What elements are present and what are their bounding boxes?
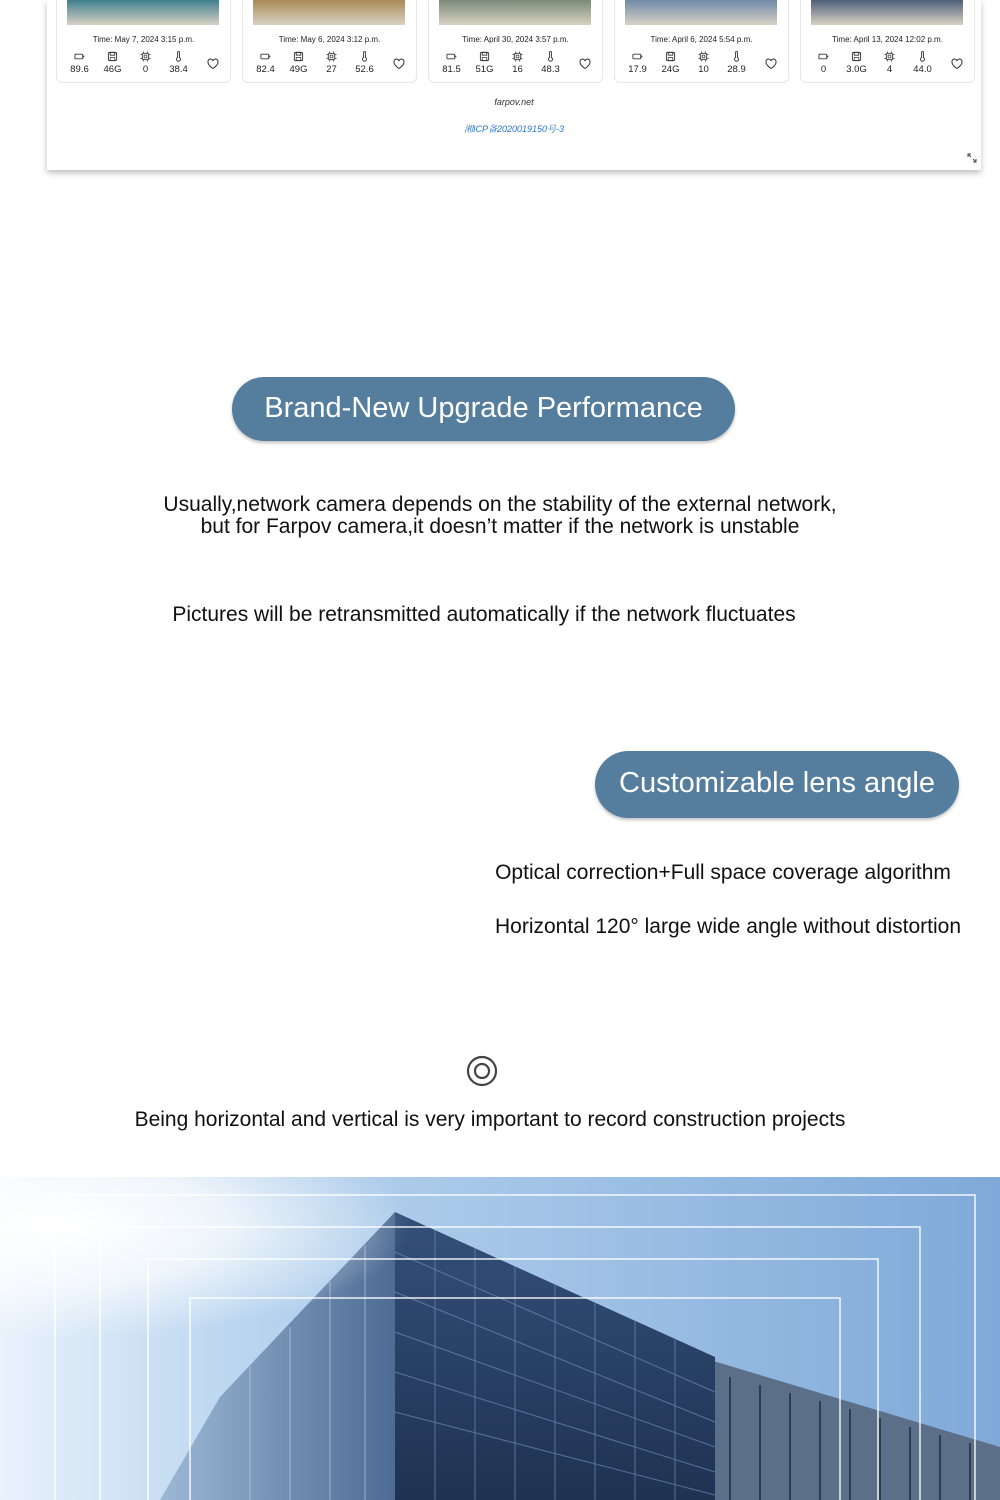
wide-angle-text: Horizontal 120° large wide angle without distortion — [495, 915, 961, 938]
battery-icon — [818, 51, 829, 62]
thermometer-icon — [917, 51, 928, 62]
storage-free-value: 24G — [661, 64, 680, 75]
chip-count-value: 16 — [512, 64, 523, 75]
network-stability-line-1: Usually,network camera depends on the stability of the external network, — [163, 493, 837, 516]
battery-level-stat — [249, 51, 282, 75]
battery-icon — [632, 51, 643, 62]
retransmit-text: Pictures will be retransmitted automatically if the network fluctuates — [172, 603, 796, 626]
chip-icon — [884, 51, 895, 62]
battery-icon — [74, 51, 85, 62]
chip-count-value: 10 — [698, 64, 709, 75]
target-icon — [466, 1055, 498, 1087]
camera-thumbnail[interactable] — [439, 0, 591, 25]
battery-icon — [446, 51, 457, 62]
lens-angle-heading: Customizable lens angle — [595, 751, 959, 818]
network-stability-text — [100, 494, 900, 538]
thermometer-icon — [359, 51, 370, 62]
battery-level-stat — [63, 51, 96, 75]
camera-card[interactable] — [800, 0, 975, 83]
camera-card[interactable] — [242, 0, 417, 83]
upgrade-performance-heading: Brand-New Upgrade Performance — [232, 377, 735, 441]
battery-icon — [260, 51, 271, 62]
storage-icon — [293, 51, 304, 62]
storage-icon — [665, 51, 676, 62]
capture-time: Time: May 6, 2024 3:12 p.m. — [278, 35, 381, 44]
chip-count-stat — [129, 51, 162, 75]
temperature-value: 38.4 — [169, 64, 188, 75]
storage-free-value: 46G — [103, 64, 122, 75]
temperature-value: 44.0 — [913, 64, 932, 75]
battery-level-value: 17.9 — [628, 64, 647, 75]
camera-thumbnail[interactable] — [811, 0, 963, 25]
optical-correction-text: Optical correction+Full space coverage algorithm — [495, 861, 951, 884]
footer-icp-link[interactable]: 湘ICP备2020019150号-3 — [463, 124, 565, 134]
temperature-stat — [162, 51, 195, 75]
battery-level-value: 0 — [820, 64, 827, 75]
battery-level-stat — [435, 51, 468, 75]
thermometer-icon — [731, 51, 742, 62]
camera-dashboard-panel — [47, 0, 981, 170]
temperature-stat — [906, 51, 939, 75]
thermometer-icon — [545, 51, 556, 62]
device-stats — [621, 51, 753, 75]
temperature-stat — [720, 51, 753, 75]
battery-level-value: 81.5 — [442, 64, 461, 75]
camera-thumbnail[interactable] — [253, 0, 405, 25]
capture-time: Time: May 7, 2024 3:15 p.m. — [92, 35, 195, 44]
thermometer-icon — [173, 51, 184, 62]
battery-level-stat — [621, 51, 654, 75]
camera-card[interactable] — [428, 0, 603, 83]
chip-count-stat — [315, 51, 348, 75]
chip-icon — [140, 51, 151, 62]
storage-free-stat — [96, 51, 129, 75]
heart-icon[interactable] — [951, 58, 963, 70]
camera-card[interactable] — [56, 0, 231, 83]
capture-time: Time: April 30, 2024 3:57 p.m. — [462, 35, 569, 44]
storage-free-stat — [840, 51, 873, 75]
chip-count-stat — [501, 51, 534, 75]
chip-icon — [512, 51, 523, 62]
heart-icon[interactable] — [207, 58, 219, 70]
footer-site-link[interactable]: farpov.net — [494, 97, 534, 107]
battery-level-stat — [807, 51, 840, 75]
chip-icon — [698, 51, 709, 62]
battery-level-value: 89.6 — [70, 64, 89, 75]
chip-icon — [326, 51, 337, 62]
battery-level-value: 82.4 — [256, 64, 275, 75]
network-stability-line-2: but for Farpov camera,it doesn’t matter if the network is unstable — [200, 515, 800, 538]
storage-free-value: 3.0G — [846, 64, 867, 75]
level-caption: Being horizontal and vertical is very important to record construction projects — [134, 1108, 846, 1131]
storage-free-value: 49G — [289, 64, 308, 75]
storage-free-stat — [468, 51, 501, 75]
device-stats — [807, 51, 939, 75]
chip-count-stat — [873, 51, 906, 75]
temperature-stat — [348, 51, 381, 75]
chip-count-value: 4 — [886, 64, 893, 75]
expand-icon[interactable] — [965, 151, 979, 165]
heart-icon[interactable] — [765, 58, 777, 70]
temperature-stat — [534, 51, 567, 75]
storage-icon — [479, 51, 490, 62]
chip-count-value: 27 — [326, 64, 337, 75]
chip-count-value: 0 — [142, 64, 149, 75]
building-photo — [0, 1177, 1000, 1500]
chip-count-stat — [687, 51, 720, 75]
temperature-value: 28.9 — [727, 64, 746, 75]
temperature-value: 48.3 — [541, 64, 560, 75]
heart-icon[interactable] — [393, 58, 405, 70]
camera-thumbnail[interactable] — [67, 0, 219, 25]
capture-time: Time: April 13, 2024 12:02 p.m. — [832, 35, 943, 44]
temperature-value: 52.6 — [355, 64, 374, 75]
storage-free-stat — [654, 51, 687, 75]
storage-free-value: 51G — [475, 64, 494, 75]
storage-free-stat — [282, 51, 315, 75]
storage-icon — [851, 51, 862, 62]
camera-card[interactable] — [614, 0, 789, 83]
device-stats — [435, 51, 567, 75]
heart-icon[interactable] — [579, 58, 591, 70]
device-stats — [249, 51, 381, 75]
capture-time: Time: April 6, 2024 5:54 p.m. — [650, 35, 753, 44]
device-stats — [63, 51, 195, 75]
storage-icon — [107, 51, 118, 62]
camera-thumbnail[interactable] — [625, 0, 777, 25]
building-illustration — [0, 1177, 1000, 1500]
